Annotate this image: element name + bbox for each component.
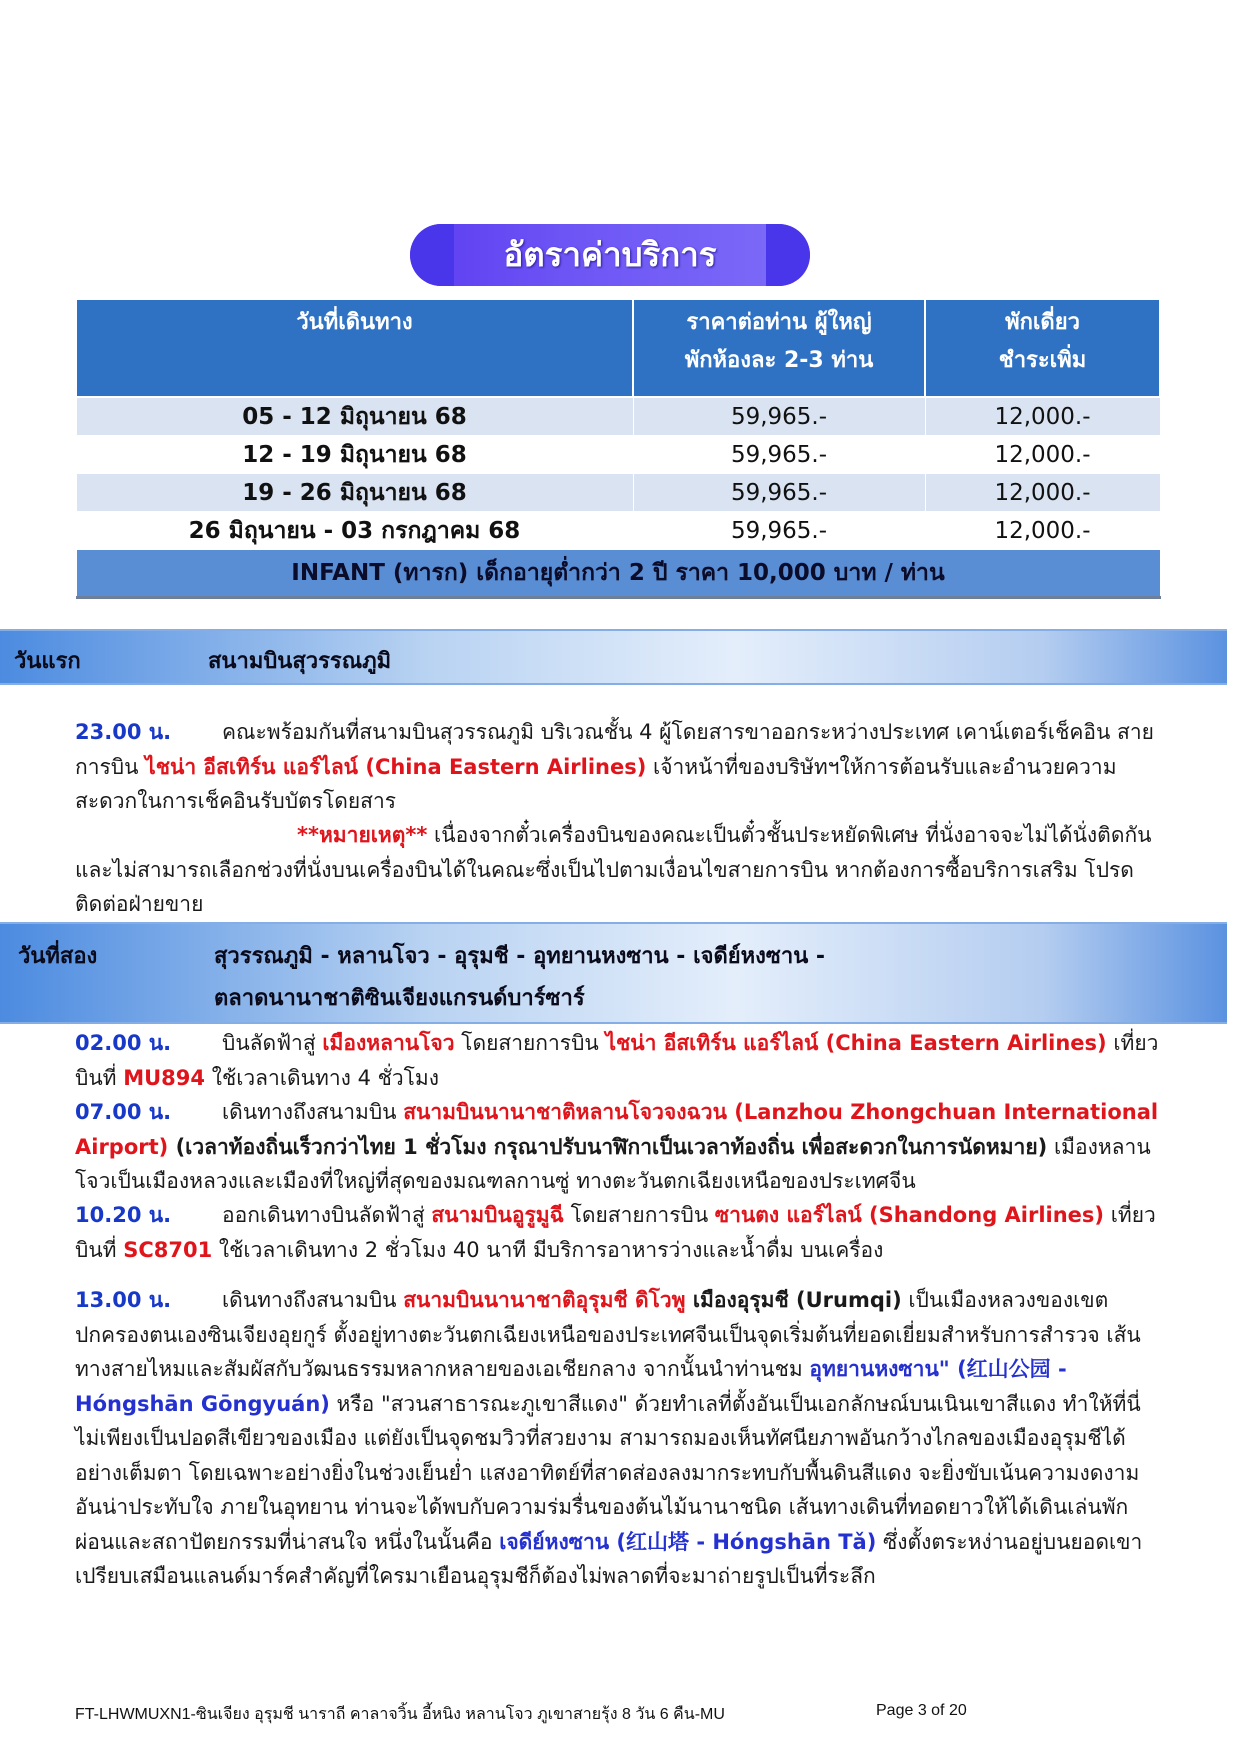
day1-label: วันแรก bbox=[14, 649, 81, 674]
entry-time: 07.00 น. bbox=[75, 1100, 172, 1124]
note-label: **หมายเหตุ** bbox=[297, 823, 428, 847]
day1-header-bar bbox=[0, 629, 1227, 685]
entry-text: เดินทางถึงสนามบิน bbox=[222, 1100, 404, 1124]
row-date: 19 - 26 มิถุนายน 68 bbox=[76, 474, 633, 512]
row-date: 05 - 12 มิถุนายน 68 bbox=[76, 397, 633, 436]
entry-text: เดินทางถึงสนามบิน bbox=[222, 1288, 404, 1312]
row-price: 59,965.- bbox=[633, 436, 925, 474]
entry-text: เจ้าหน้าที่ของบริษัทฯให้การต้อนรับและอำนวยความสะดวกในการเช็คอินรับบัตรโดยสาร bbox=[75, 754, 1117, 813]
day2-title-line2: ตลาดนานาชาติซินเจียงแกรนด์บาร์ซาร์ bbox=[214, 986, 585, 1011]
row-price: 59,965.- bbox=[633, 512, 925, 550]
price-table-header bbox=[76, 299, 1160, 397]
footer-program-code: FT-LHWMUXN1-ซินเจียง อุรุมชี นาราถี คาลาจวิ้น อี้หนิง หลานโจว ภูเขาสายรุ้ง 8 วัน 6 คืน-MU bbox=[75, 1706, 725, 1723]
entry-text: ใช้เวลาเดินทาง 4 ชั่วโมง bbox=[205, 1065, 440, 1090]
header-price-line1: ราคาต่อท่าน ผู้ใหญ่ bbox=[686, 310, 872, 335]
city-name: เมืองอุรุมชี (Urumqi) bbox=[685, 1288, 902, 1312]
header-date-label: วันที่เดินทาง bbox=[296, 310, 413, 335]
entry-text: โดยสายการบิน bbox=[454, 1031, 606, 1055]
header-price-line2: พักห้องละ 2-3 ท่าน bbox=[684, 348, 874, 373]
row-single: 12,000.- bbox=[925, 436, 1160, 474]
flight-number: SC8701 bbox=[123, 1237, 213, 1262]
table-row bbox=[76, 436, 1160, 474]
row-date: 12 - 19 มิถุนายน 68 bbox=[76, 436, 633, 474]
entry-text: คณะพร้อมกันที่สนามบินสุวรรณภูมิ บริเวณชั้น 4 ผู้โดยสารขาออกระหว่างประเทศ เคาน์เตอร์เช็คอิน สายการบิน bbox=[75, 720, 1154, 779]
entry-text: โดยสายการบิน bbox=[563, 1203, 715, 1227]
day1-note bbox=[75, 818, 1159, 922]
rates-banner bbox=[410, 224, 810, 286]
footer-page-number: Page 3 of 20 bbox=[876, 1702, 967, 1719]
pagoda-name: เจดีย์หงซาน (红山塔 - Hóngshān Tǎ) bbox=[499, 1529, 877, 1554]
day2-label: วันที่สอง bbox=[18, 944, 98, 969]
header-date bbox=[76, 299, 633, 397]
row-price: 59,965.- bbox=[633, 474, 925, 512]
infant-row bbox=[76, 550, 1160, 598]
note-text: เนื่องจากตั๋วเครื่องบินของคณะเป็นตั๋วชั้นประหยัดพิเศษ ที่นั่งอาจจะไม่ได้นั่งติดกันและไม่สามารถเลือกช่วงที่นั่งบนเครื่องบินได้ในคณะซึ่งเป็นไปตามเงื่อนไขสายการบิน หากต้องการซื้อบริการเสริม โปรดติดต่อฝ่ายขาย bbox=[75, 823, 1152, 916]
header-single-line1: พักเดี่ยว bbox=[1005, 310, 1080, 335]
park-name: อุทยานหงซาน" (红山公园 - Hóngshān Gōngyuán) bbox=[75, 1357, 1067, 1416]
airport-name: สนามบินอูรูมูฉี bbox=[431, 1203, 564, 1227]
entry-text: ออกเดินทางบินลัดฟ้าสู่ bbox=[222, 1203, 432, 1227]
entry-time: 10.20 น. bbox=[75, 1203, 172, 1227]
entry-text: เป็นเมืองหลวงของเขตปกครองตนเองซินเจียงอุยกูร์ ตั้งอยู่ทางตะวันตกเฉียงเหนือของประเทศจีนเป็นจุดเริ่มต้นที่ยอดเยี่ยมสำหรับการสำรวจ เส้นทางสายไหมและสัมผัสกับวัฒนธรรมหลากหลายของเอเชียกลาง จากนั้นนำท่านชม bbox=[75, 1288, 1141, 1381]
day2-header-bar bbox=[0, 922, 1227, 1024]
day2-title-line1: สุวรรณภูมิ - หลานโจว - อุรุมชี - อุทยานหงซาน - เจดีย์หงซาน - bbox=[214, 944, 826, 969]
banner-title: อัตราค่าบริการ bbox=[503, 235, 717, 274]
day2-entry-0700 bbox=[75, 1095, 1159, 1199]
infant-note: INFANT (ทารก) เด็กอายุต่ำกว่า 2 ปี ราคา 10,000 บาท / ท่าน bbox=[76, 550, 1160, 598]
entry-text: หรือ "สวนสาธารณะภูเขาสีแดง" ด้วยทำเลที่ตั้งอันเป็นเอกลักษณ์บนเนินเขาสีแดง ทำให้ที่นี่ไม่เพียงเป็นปอดสีเขียวของเมือง แต่ยังเป็นจุดชมวิวที่สวยงาม สามารถมองเห็นทัศนียภาพอันกว้างไกลของเมืองอุรุมชีได้อย่างเต็มตา โดยเฉพาะอย่างยิ่งในช่วงเย็นย่ำ แสงอาทิตย์ที่สาดส่องลงมากระทบกับพื้นดินสีแดง จะยิ่งขับเน้นความงดงามอันน่าประทับใจ ภายในอุทยาน ท่านจะได้พบกับความร่มรื่นของต้นไม้นานาชนิด เส้นทางเดินที่ทอดยาวให้ได้เดินเล่นพักผ่อนและสถาปัตยกรรมที่น่าสนใจ หนึ่งในนั้นคือ bbox=[75, 1391, 1141, 1554]
price-table bbox=[75, 298, 1161, 599]
day1-title: สนามบินสุวรรณภูมิ bbox=[208, 649, 392, 674]
day1-entry-2300 bbox=[75, 715, 1159, 819]
airline-name: ซานตง แอร์ไลน์ (Shandong Airlines) bbox=[714, 1203, 1105, 1227]
time-note: (เวลาท้องถิ่นเร็วกว่าไทย 1 ชั่วโมง กรุณาปรับนาฬิกาเป็นเวลาท้องถิ่น เพื่อสะดวกในการนัดหมาย) bbox=[168, 1134, 1048, 1159]
airline-name: ไชน่า อีสเทิร์น แอร์ไลน์ (China Eastern Airlines) bbox=[605, 1031, 1107, 1055]
entry-time: 23.00 น. bbox=[75, 720, 172, 744]
entry-time: 13.00 น. bbox=[75, 1288, 172, 1312]
day2-entry-0200 bbox=[75, 1026, 1159, 1095]
day2-entry-1300 bbox=[75, 1283, 1159, 1594]
entry-time: 02.00 น. bbox=[75, 1031, 172, 1055]
city-name: เมืองหลานโจว bbox=[322, 1031, 455, 1055]
table-row bbox=[76, 512, 1160, 550]
entry-text: เที่ยวบินที่ bbox=[75, 1203, 1156, 1262]
day2-entry-1020 bbox=[75, 1198, 1159, 1267]
row-price: 59,965.- bbox=[633, 397, 925, 436]
header-single bbox=[925, 299, 1160, 397]
flight-number: MU894 bbox=[123, 1065, 206, 1090]
entry-text: ซึ่งตั้งตระหง่านอยู่บนยอดเขา เปรียบเสมือนแลนด์มาร์คสำคัญที่ใครมาเยือนอุรุมชีก็ต้องไม่พลาดที่จะมาถ่ายรูปเป็นที่ระลึก bbox=[75, 1529, 1143, 1588]
entry-text: บินลัดฟ้าสู่ bbox=[222, 1031, 323, 1055]
airport-name: สนามบินนานาชาติอุรุมชี ดิโวพู bbox=[403, 1288, 686, 1312]
row-single: 12,000.- bbox=[925, 512, 1160, 550]
entry-text: เมืองหลานโจวเป็นเมืองหลวงและเมืองที่ใหญ่ที่สุดของมณฑลกานซู่ ทางตะวันตกเฉียงเหนือของประเทศจีน bbox=[75, 1134, 1151, 1193]
airport-name: สนามบินนานาชาติหลานโจวจงฉวน (Lanzhou Zhongchuan International Airport) bbox=[75, 1100, 1159, 1159]
row-single: 12,000.- bbox=[925, 474, 1160, 512]
header-single-line2: ชำระเพิ่ม bbox=[998, 348, 1087, 373]
entry-text: ใช้เวลาเดินทาง 2 ชั่วโมง 40 นาที มีบริการอาหารว่างและน้ำดื่ม บนเครื่อง bbox=[212, 1237, 884, 1262]
airline-name: ไชน่า อีสเทิร์น แอร์ไลน์ (China Eastern Airlines) bbox=[145, 754, 647, 779]
header-price bbox=[633, 299, 925, 397]
entry-text: เที่ยวบินที่ bbox=[75, 1031, 1159, 1090]
table-row bbox=[76, 474, 1160, 512]
table-row bbox=[76, 397, 1160, 436]
row-date: 26 มิถุนายน - 03 กรกฎาคม 68 bbox=[76, 512, 633, 550]
row-single: 12,000.- bbox=[925, 397, 1160, 436]
